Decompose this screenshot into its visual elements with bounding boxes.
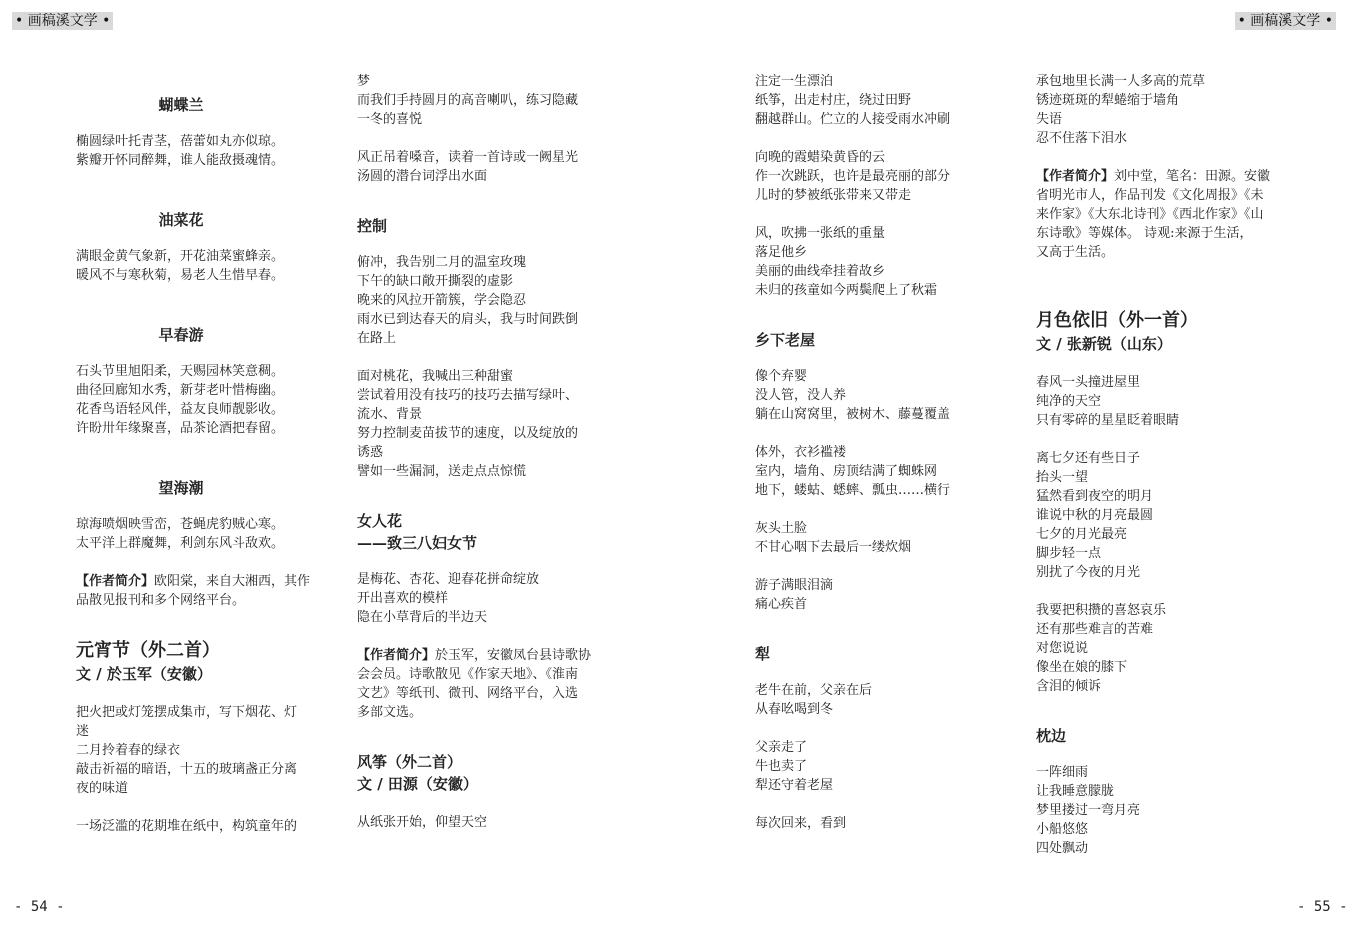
bio-text: 来作家》《大东北诗刊》《西北作家》《山 <box>1036 207 1264 222</box>
poem-stanza <box>755 148 1011 205</box>
bio-text: 於玉军，安徽凤台县诗歌协 <box>435 648 592 663</box>
poem-line: 俯冲，我告别二月的温室玫瑰 <box>357 255 527 270</box>
poem-stanza <box>1036 72 1292 148</box>
poem-line: 牛也卖了 <box>755 759 808 774</box>
page-number-left: - 54 - <box>14 899 65 915</box>
poem-title: 枕边 <box>1036 727 1067 745</box>
poem-line: 二月拎着春的绿衣 <box>76 743 181 758</box>
poem-line: 别扰了今夜的月光 <box>1036 565 1141 580</box>
poem-line: 而我们手持圆月的高音喇叭，练习隐藏 <box>357 93 579 108</box>
author-bio <box>1036 167 1292 262</box>
poem-line: 痛心疾首 <box>755 597 808 612</box>
poem-line: 每次回来，看到 <box>755 816 847 831</box>
poem-line: 让我睡意朦胧 <box>1036 784 1115 799</box>
poem-line: 石头节里旭阳柔，天赐园林笑意稠。 <box>76 364 285 379</box>
poem-line: 流水、背景 <box>357 407 423 422</box>
section-author: 文 / 张新锐（山东） <box>1036 335 1172 353</box>
poem-line: 对您说说 <box>1036 641 1089 656</box>
column-3 <box>755 72 1011 852</box>
poem-title: 油菜花 <box>158 211 204 229</box>
poem-line: 作一次跳跃，也许是最亮丽的部分 <box>755 169 951 184</box>
poem-line: 猛然看到夜空的明月 <box>1036 489 1154 504</box>
poem-line: 翻越群山。伫立的人接受雨水冲刷 <box>755 112 951 127</box>
bio-text: 东诗歌》等媒体。 诗观:来源于生活， <box>1036 226 1253 241</box>
poem-line: 七夕的月光最亮 <box>1036 527 1128 542</box>
poem-line: 四处飘动 <box>1036 841 1089 856</box>
bio-text: 多部文选。 <box>357 705 423 720</box>
poem-line: 游子满眼泪滴 <box>755 578 834 593</box>
author-bio <box>357 646 613 722</box>
poem-line: 努力控制麦苗拔节的速度，以及绽放的 <box>357 426 579 441</box>
poem-line: 父亲走了 <box>755 740 808 755</box>
poem-line: 没人管，没人养 <box>755 388 847 403</box>
poem-stanza <box>357 570 613 627</box>
poem-title: 望海潮 <box>158 479 204 497</box>
magazine-header-right: • 画稿溪文学 • <box>1235 12 1336 30</box>
poem-line: 一冬的喜悦 <box>357 112 423 127</box>
poem-line: 一阵细雨 <box>1036 765 1089 780</box>
poem-stanza <box>76 515 332 553</box>
column-1 <box>76 72 332 855</box>
poem-stanza <box>755 519 1011 557</box>
bio-label: 【作者简介】 <box>1036 169 1115 184</box>
poem-line: 梦里搂过一弯月亮 <box>1036 803 1141 818</box>
poem-title: 犁 <box>755 645 771 663</box>
poem-line: 下午的缺口敞开撕裂的虚影 <box>357 274 514 289</box>
poem-line: 紫瓣开怀同醉舞，谁人能敌摄魂情。 <box>76 153 285 168</box>
poem-line: 老牛在前，父亲在后 <box>755 683 873 698</box>
poem-title: 控制 <box>357 217 388 235</box>
poem-stanza <box>755 367 1011 424</box>
poem-line: 雨水已到达春天的肩头，我与时间跌倒 <box>357 312 579 327</box>
poem-line: 小船悠悠 <box>1036 822 1089 837</box>
poem-line: 太平洋上群魔舞，利剑东风斗敌欢。 <box>76 536 285 551</box>
poem-line: 从春吆喝到冬 <box>755 702 834 717</box>
poem-line: 曲径回廊知水秀，新芽老叶惜梅幽。 <box>76 383 285 398</box>
poem-stanza <box>755 72 1011 129</box>
poem-line: 琼海喷烟映雪峦，苍蝇虎豹贼心寒。 <box>76 517 285 532</box>
poem-line: 敲击祈福的暗语，十五的玻璃盏正分离 <box>76 762 298 777</box>
poem-stanza <box>76 703 332 798</box>
poem-stanza <box>1036 449 1292 582</box>
poem-line: 地下，蝼蛄、蟋蟀、瓢虫……横行 <box>755 483 951 498</box>
poem-line: 椭圆绿叶托青茎，蓓蕾如丸亦似琼。 <box>76 134 285 149</box>
poem-line: 开出喜欢的模样 <box>357 591 449 606</box>
poem-line: 满眼金黄气象新，开花油菜蜜蜂亲。 <box>76 249 285 264</box>
column-4 <box>1036 72 1292 877</box>
poem-stanza <box>76 247 332 285</box>
poem-line: 面对桃花，我喊出三种甜蜜 <box>357 369 514 384</box>
poem-line: 许盼卅年缘聚喜，品茶论酒把春留。 <box>76 421 285 436</box>
poem-line: 纸筝，出走村庄，绕过田野 <box>755 93 912 108</box>
poem-line: 含泪的倾诉 <box>1036 679 1102 694</box>
section-author: 文 / 田源（安徽） <box>357 775 478 793</box>
poem-line: 春风一头撞进屋里 <box>1036 375 1141 390</box>
poem-stanza <box>1036 373 1292 430</box>
poem-title: 早春游 <box>158 326 204 344</box>
poem-line: 不甘心咽下去最后一缕炊烟 <box>755 540 912 555</box>
poem-stanza <box>357 253 613 348</box>
poem-line: 脚步轻一点 <box>1036 546 1102 561</box>
author-bio <box>76 572 332 610</box>
poem-line: 离七夕还有些日子 <box>1036 451 1141 466</box>
poem-line: 锈迹斑斑的犁蜷缩于墙角 <box>1036 93 1180 108</box>
poem-line: 忍不住落下泪水 <box>1036 131 1128 146</box>
poem-line: 梦 <box>357 74 371 89</box>
bio-text: 品散见报刊和多个网络平台。 <box>76 593 246 608</box>
poem-line: 犁还守着老屋 <box>755 778 834 793</box>
poem-line: 纯净的天空 <box>1036 394 1102 409</box>
poem-line: 风正吊着嗓音，读着一首诗或一阙星光 <box>357 150 579 165</box>
poem-stanza <box>755 681 1011 719</box>
poem-line: 美丽的曲线牵挂着故乡 <box>755 264 886 279</box>
poem-line: 在路上 <box>357 331 397 346</box>
page-number-right: - 55 - <box>1297 899 1348 915</box>
poem-line: 隐在小草背后的半边天 <box>357 610 488 625</box>
poem-title: 蝴蝶兰 <box>158 96 204 114</box>
poem-line: 向晚的霞蜡染黄昏的云 <box>755 150 886 165</box>
poem-line: 譬如一些漏洞，送走点点惊慌 <box>357 464 527 479</box>
bio-text: 刘中堂，笔名：田源。安徽 <box>1114 169 1271 184</box>
poem-line: 诱惑 <box>357 445 384 460</box>
bio-text: 会会员。诗歌散见《作家天地》、《淮南 <box>357 667 579 682</box>
poem-stanza <box>755 814 1011 833</box>
poem-line: 晚来的风拉开箭簇，学会隐忍 <box>357 293 527 308</box>
poem-line: 夜的味道 <box>76 781 129 796</box>
poem-line: 是梅花、杏花、迎春花拼命绽放 <box>357 572 540 587</box>
poem-stanza <box>76 817 332 836</box>
poem-line: 我要把积攒的喜怒哀乐 <box>1036 603 1167 618</box>
poem-line: 风，吹拂一张纸的重量 <box>755 226 886 241</box>
poem-line: 体外，衣衫褴褛 <box>755 445 847 460</box>
poem-line: 承包地里长满一人多高的荒草 <box>1036 74 1206 89</box>
poem-stanza <box>755 443 1011 500</box>
poem-stanza <box>76 362 332 438</box>
poem-line: 迷 <box>76 724 90 739</box>
poem-line: 抬头一望 <box>1036 470 1089 485</box>
bio-text: 文艺》等纸刊、微刊、网络平台，入选 <box>357 686 579 701</box>
poem-stanza <box>755 738 1011 795</box>
poem-stanza <box>357 367 613 481</box>
poem-line: 注定一生漂泊 <box>755 74 834 89</box>
section-title: 元宵节（外二首） <box>76 640 220 661</box>
bio-text: 省明光市人，作品刊发《文化周报》《未 <box>1036 188 1264 203</box>
magazine-header-left: • 画稿溪文学 • <box>12 12 113 30</box>
bio-label: 【作者简介】 <box>76 574 155 589</box>
poem-line: 还有那些难言的苦难 <box>1036 622 1154 637</box>
poem-subtitle: ——致三八妇女节 <box>357 534 478 552</box>
poem-line: 一场泛滥的花期堆在纸中，构筑童年的 <box>76 819 298 834</box>
poem-line: 失语 <box>1036 112 1063 127</box>
section-title: 风筝（外二首） <box>357 753 463 771</box>
poem-line: 花香鸟语轻风伴，益友良师靓影收。 <box>76 402 285 417</box>
poem-stanza <box>357 72 613 129</box>
poem-line: 汤圆的潜台词浮出水面 <box>357 169 488 184</box>
poem-line: 只有零碎的星星眨着眼睛 <box>1036 413 1180 428</box>
section-author: 文 / 於玉军（安徽） <box>76 665 212 683</box>
poem-line: 躺在山窝窝里，被树木、藤蔓覆盖 <box>755 407 951 422</box>
poem-stanza <box>755 224 1011 300</box>
bio-text: 欧阳棠，来自大湘西，其作 <box>154 574 311 589</box>
poem-line: 暖风不与寒秋菊，易老人生惜早春。 <box>76 268 285 283</box>
poem-line: 谁说中秋的月亮最圆 <box>1036 508 1154 523</box>
poem-line: 像坐在娘的膝下 <box>1036 660 1128 675</box>
poem-title: 乡下老屋 <box>755 331 816 349</box>
poem-stanza <box>357 148 613 186</box>
poem-line: 灰头土脸 <box>755 521 808 536</box>
poem-line: 把火把或灯笼摆成集市，写下烟花、灯 <box>76 705 298 720</box>
section-title: 月色依旧（外一首） <box>1036 310 1198 331</box>
poem-stanza <box>1036 763 1292 858</box>
bio-label: 【作者简介】 <box>357 648 436 663</box>
poem-line: 儿时的梦被纸张带来又带走 <box>755 188 912 203</box>
poem-line: 像个弃婴 <box>755 369 808 384</box>
bio-text: 又高于生活。 <box>1036 245 1115 260</box>
poem-line: 尝试着用没有技巧的技巧去描写绿叶、 <box>357 388 579 403</box>
poem-line: 未归的孩童如今两鬓爬上了秋霜 <box>755 283 938 298</box>
poem-stanza <box>755 576 1011 614</box>
poem-line: 从纸张开始，仰望天空 <box>357 815 488 830</box>
column-2 <box>357 72 613 832</box>
poem-line: 落足他乡 <box>755 245 808 260</box>
poem-title: 女人花 <box>357 512 403 530</box>
poem-stanza <box>1036 601 1292 696</box>
poem-stanza <box>76 132 332 170</box>
poem-line: 室内，墙角、房顶结满了蜘蛛网 <box>755 464 938 479</box>
